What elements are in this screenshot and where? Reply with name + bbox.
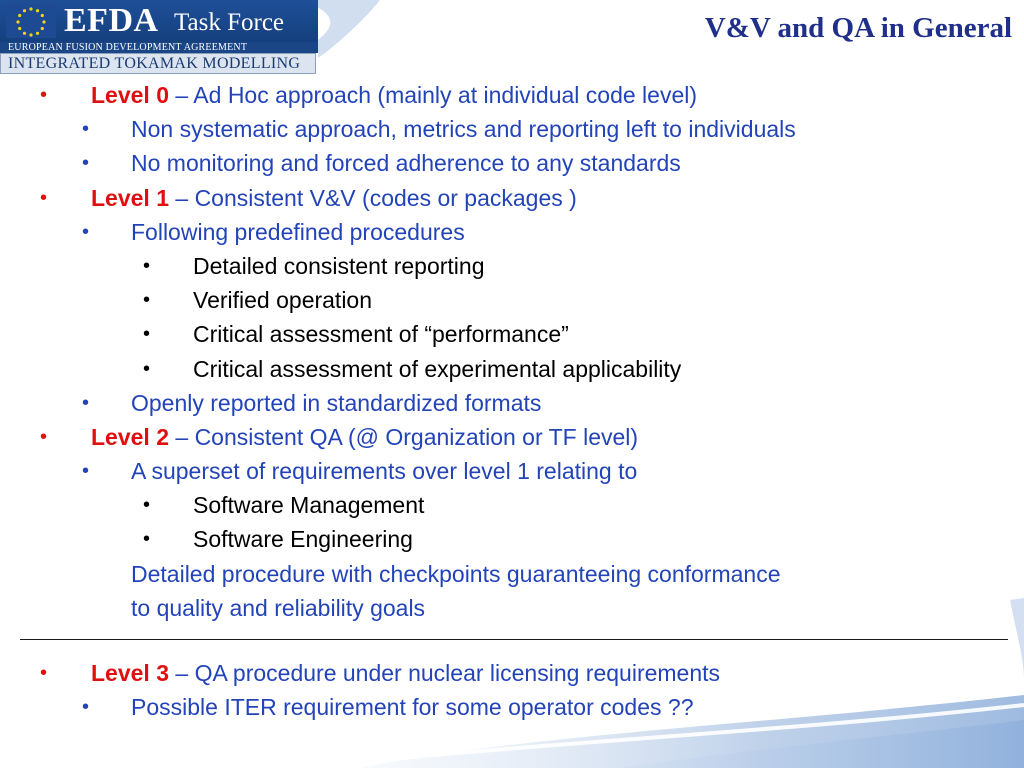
bullet-marker: • [82,220,90,243]
list-item-text: Verified operation [193,287,373,314]
level-description: – Consistent QA (@ Organization or TF level) [169,423,639,450]
list-item [0,317,1024,351]
efda-logo [0,0,318,76]
list-item-text: No monitoring and forced adherence to any standards [131,150,681,177]
list-item-text: Following predefined procedures [131,218,465,245]
bullet-marker: • [40,662,48,684]
list-item-text: Possible ITER requirement for some operator codes ?? [131,694,694,721]
list-item-text [91,181,577,215]
list-item [0,181,1024,215]
list-item [0,656,1024,690]
level-label: Level 2 [91,423,169,450]
list-item [0,215,1024,249]
list-item-text: to quality and reliability goals [131,594,426,621]
level-description: – QA procedure under nuclear licensing requirements [169,660,721,686]
bullet-marker: • [143,528,151,551]
list-item-text: Detailed consistent reporting [193,252,485,279]
list-item-text: A superset of requirements over level 1 relating to [131,458,638,485]
logo-efda-text: EFDA [64,2,159,39]
eu-stars-icon [6,4,56,38]
level-description: – Consistent V&V (codes or packages ) [169,184,577,211]
bullet-marker: • [82,696,90,719]
list-item [0,488,1024,522]
bullet-marker: • [143,494,151,517]
list-item [0,454,1024,488]
bullet-marker: • [40,84,48,106]
bullet-marker: • [143,323,151,346]
bullet-marker: • [143,357,151,380]
list-item [0,112,1024,146]
bullet-marker: • [82,391,90,414]
list-item-text: Software Management [193,492,425,519]
list-item [0,386,1024,420]
bullet-marker: • [40,186,48,209]
logo-taskforce-text: Task Force [174,9,285,36]
list-item-text: Non systematic approach, metrics and reporting left to individuals [131,116,796,143]
list-item [0,146,1024,180]
list-item [0,690,1024,724]
bullet-marker: • [143,289,151,312]
list-item [0,283,1024,317]
list-item [0,249,1024,283]
lower-bullet-list [0,656,1024,724]
bullet-marker: • [82,460,90,483]
list-item-text: Detailed procedure with checkpoints guaranteeing conformance [131,560,781,587]
list-item [0,591,1024,625]
bullet-marker: • [40,425,48,448]
level-label: Level 0 [91,82,169,108]
level-label: Level 3 [91,660,169,686]
list-item [0,78,1024,112]
list-item-text [91,656,720,690]
list-item-text: Critical assessment of “performance” [193,321,569,348]
logo-subtitle-text: EUROPEAN FUSION DEVELOPMENT AGREEMENT [8,42,248,53]
bullet-marker: • [82,118,90,141]
level-description: – Ad Hoc approach (mainly at individual code level) [169,82,698,108]
list-item-text: Software Engineering [193,526,413,553]
level-label: Level 1 [91,184,169,211]
bullet-list [0,78,1024,625]
list-item-text [91,78,697,112]
list-item-text [91,420,638,454]
list-item [0,557,1024,591]
list-item [0,352,1024,386]
logo-itm-text: INTEGRATED TOKAMAK MODELLING [8,55,301,72]
list-item [0,522,1024,556]
bullet-marker: • [82,152,90,175]
list-item-text: Openly reported in standardized formats [131,389,542,416]
list-item-text: Critical assessment of experimental applicability [193,355,682,382]
separator-line [20,639,1008,640]
bullet-marker: • [143,254,151,277]
list-item [0,420,1024,454]
slide-title: V&V and QA in General [704,12,1012,44]
